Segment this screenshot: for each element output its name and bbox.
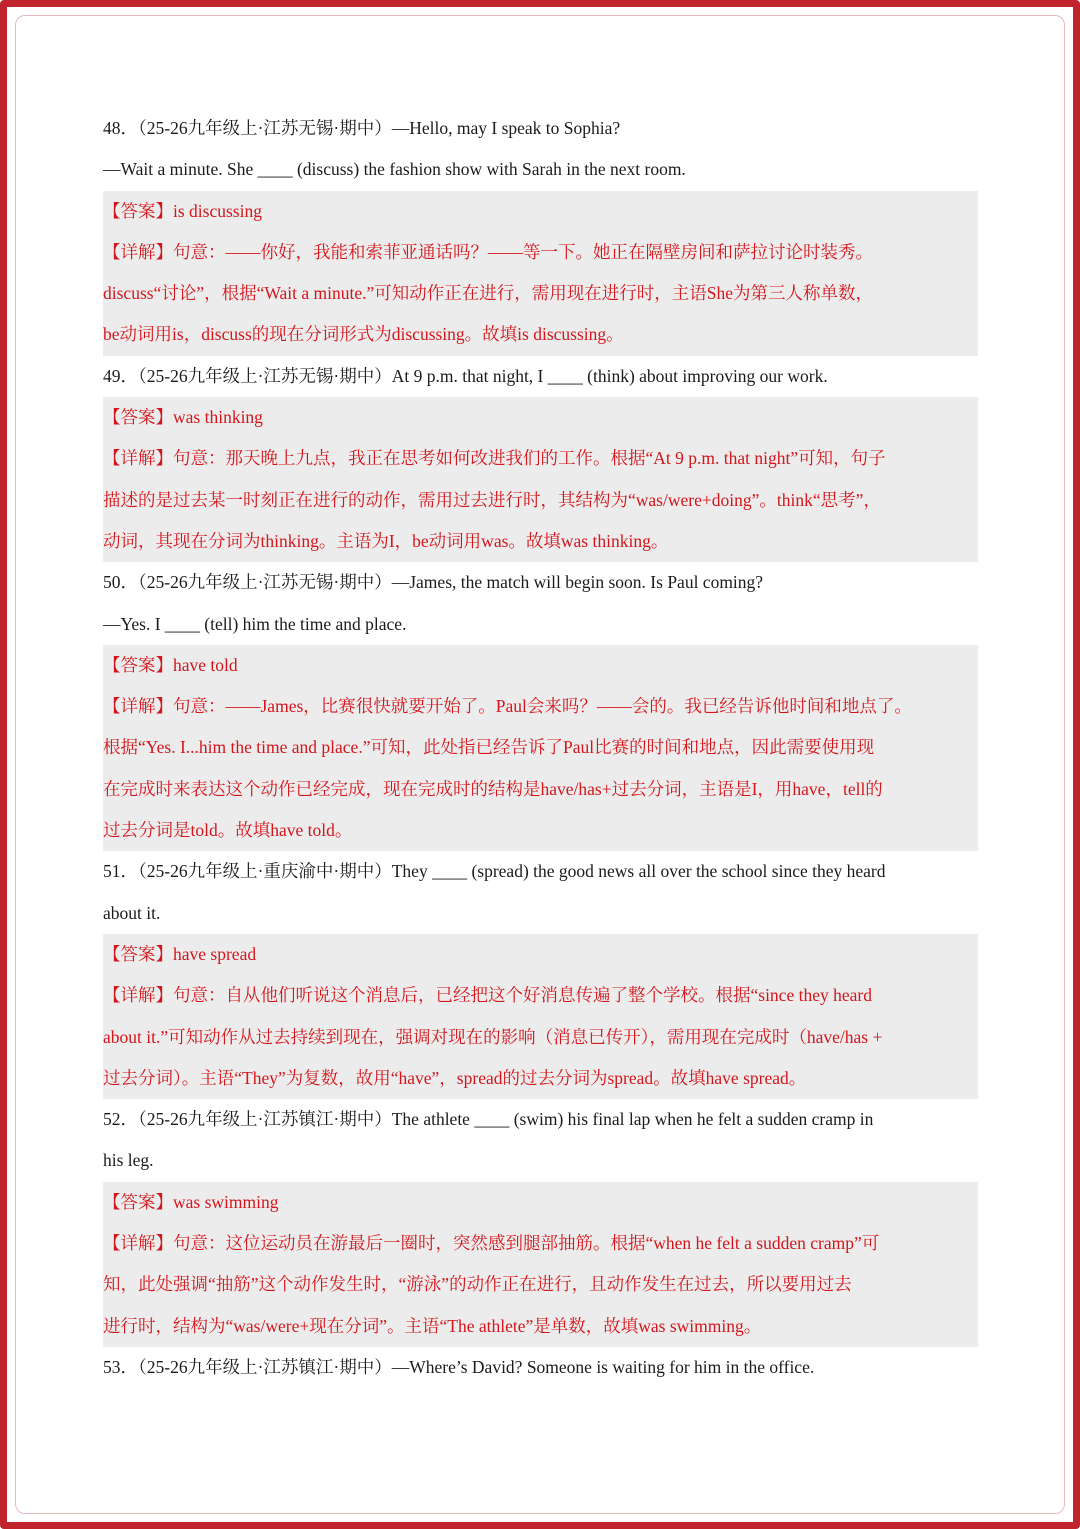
question-text: 49．（25-26九年级上·江苏无锡·期中）At 9 p.m. that night, I ____ (think) about improving our work.: [103, 365, 828, 386]
explanation-text: discuss“讨论”，根据“Wait a minute.”可知动作正在进行，需用现在进行时，主语She为第三人称单数，: [103, 283, 873, 304]
explanation-text: 知，此处强调“抽筋”这个动作发生时，“游泳”的动作正在进行，且动作发生在过去，所以要用过去: [103, 1274, 852, 1295]
question-text: 53．（25-26九年级上·江苏镇江·期中）—Where’s David? Someone is waiting for him in the office.: [103, 1356, 815, 1377]
explanation-text: 【详解】句意：这位运动员在游最后一圈时，突然感到腿部抽筋。根据“when he felt a sudden cramp”可: [103, 1233, 880, 1254]
explanation-text: be动词用is，discuss的现在分词形式为discussing。故填is discussing。: [103, 324, 624, 345]
explanation-text: 【详解】句意：自从他们听说这个消息后，已经把这个好消息传遍了整个学校。根据“since they heard: [103, 985, 872, 1006]
question-text: —Wait a minute. She ____ (discuss) the fashion show with Sarah in the next room.: [103, 159, 686, 180]
question-text: —Yes. I ____ (tell) him the time and place.: [103, 613, 407, 634]
question-text: 51．（25-26九年级上·重庆渝中·期中）They ____ (spread) the good news all over the school since they heard: [103, 861, 886, 882]
answer-block: [103, 191, 978, 356]
answer-text: 【答案】is discussing: [103, 200, 262, 221]
question-text: 50．（25-26九年级上·江苏无锡·期中）—James, the match will begin soon. Is Paul coming?: [103, 572, 764, 593]
explanation-text: 过去分词）。主语“They”为复数，故用“have”，spread的过去分词为spread。故填have spread。: [103, 1067, 807, 1088]
answer-block: [103, 1182, 978, 1347]
answer-block: [103, 934, 978, 1099]
answer-text: 【答案】have spread: [103, 943, 257, 964]
question-text: about it.: [103, 902, 161, 923]
question-50: [103, 562, 978, 851]
explanation-text: 描述的是过去某一时刻正在进行的动作，需用过去进行时，其结构为“was/were+doing”。think“思考”，: [103, 489, 881, 510]
answer-text: 【答案】have told: [103, 654, 238, 675]
question-53: [103, 1347, 978, 1388]
explanation-text: about it.”可知动作从过去持续到现在，强调对现在的影响（消息已传开），需用现在完成时（have/has +: [103, 1026, 883, 1047]
question-48: [103, 108, 978, 356]
answer-block: [103, 397, 978, 562]
explanation-text: 【详解】句意：——James，比赛很快就要开始了。Paul会来吗？——会的。我已经告诉他时间和地点了。: [103, 696, 912, 717]
answer-text: 【答案】was swimming: [103, 1191, 279, 1212]
explanation-text: 【详解】句意：那天晚上九点，我正在思考如何改进我们的工作。根据“At 9 p.m. that night”可知，句子: [103, 448, 886, 469]
explanation-text: 动词，其现在分词为thinking。主语为I，be动词用was。故填was thinking。: [103, 530, 669, 551]
question-list: [103, 108, 978, 1388]
answer-block: [103, 645, 978, 851]
explanation-text: 过去分词是told。故填have told。: [103, 820, 353, 841]
question-text: 52．（25-26九年级上·江苏镇江·期中）The athlete ____ (swim) his final lap when he felt a sudden cramp in: [103, 1109, 874, 1130]
question-text: 48．（25-26九年级上·江苏无锡·期中）—Hello, may I speak to Sophia?: [103, 118, 621, 138]
explanation-text: 【详解】句意：——你好，我能和索菲亚通话吗？——等一下。她正在隔壁房间和萨拉讨论时装秀。: [103, 241, 873, 262]
question-51: [103, 851, 978, 1099]
question-52: [103, 1099, 978, 1347]
explanation-text: 根据“Yes. I...him the time and place.”可知，此处指已经告诉了Paul比赛的时间和地点，因此需要使用现: [103, 737, 875, 758]
explanation-text: 进行时，结构为“was/were+现在分词”。主语“The athlete”是单数，故填was swimming。: [103, 1315, 762, 1336]
question-text: his leg.: [103, 1150, 154, 1171]
explanation-text: 在完成时来表达这个动作已经完成，现在完成时的结构是have/has+过去分词，主语是I，用have，tell的: [103, 778, 883, 799]
answer-text: 【答案】was thinking: [103, 407, 263, 428]
question-49: [103, 356, 978, 562]
